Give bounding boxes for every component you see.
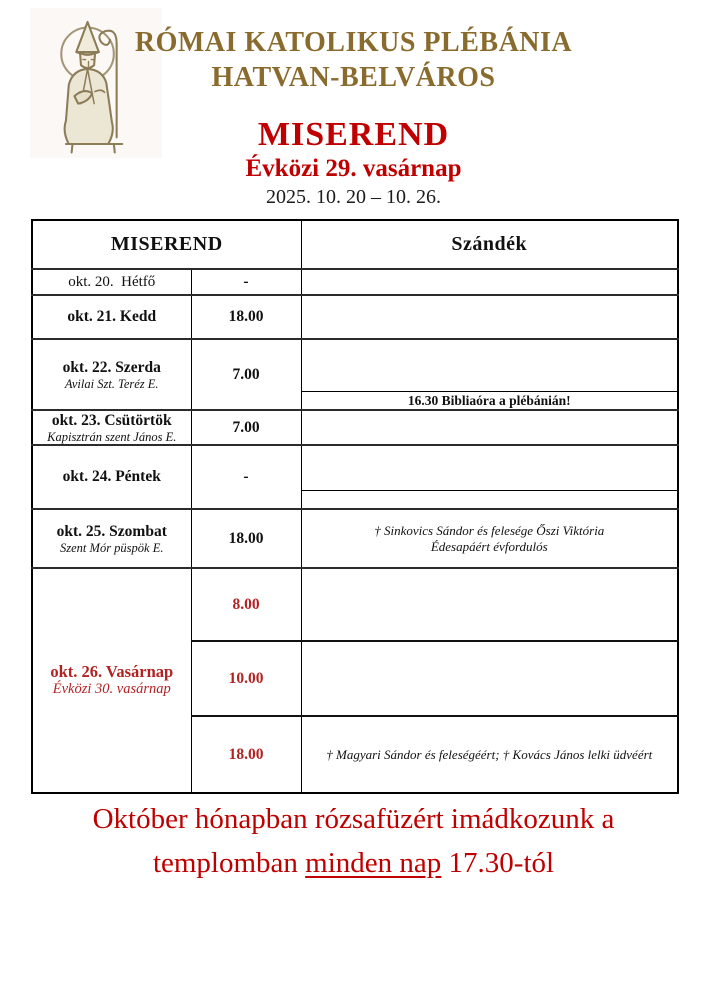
intention-line: Édesapáért évfordulós bbox=[430, 538, 548, 554]
page-subtitle: Évközi 29. vasárnap bbox=[245, 155, 462, 182]
day-cell-monday: okt. 20. Hétfő bbox=[32, 269, 191, 295]
row-tuesday bbox=[32, 295, 678, 339]
note-cell-bibliaora: 16.30 Bibliaóra a plébánián! bbox=[301, 391, 678, 410]
time-cell-saturday: 18.00 bbox=[191, 509, 301, 568]
row-thursday bbox=[32, 410, 678, 445]
time-cell-wednesday: 7.00 bbox=[191, 339, 301, 410]
intention-cell-friday-upper bbox=[301, 445, 678, 490]
date-range: 2025. 10. 20 – 10. 26. bbox=[266, 186, 441, 208]
header-cell-szandek: Szándék bbox=[301, 220, 678, 269]
org-name-line2: HATVAN-BELVÁROS bbox=[211, 62, 496, 93]
row-monday bbox=[32, 269, 678, 295]
day-cell-saturday: okt. 25. Szombat Szent Mór püspök E. bbox=[32, 509, 191, 568]
table-header-row bbox=[32, 220, 678, 269]
mass-schedule-table bbox=[31, 219, 679, 794]
row-friday bbox=[32, 445, 678, 490]
time-cell-sunday-8: 8.00 bbox=[191, 568, 301, 641]
intention-cell-saturday bbox=[301, 509, 678, 568]
time-cell-tuesday: 18.00 bbox=[191, 295, 301, 339]
intention-cell-wednesday bbox=[301, 339, 678, 391]
time-cell-sunday-18: 18.00 bbox=[191, 716, 301, 793]
page-title: MISEREND bbox=[257, 116, 450, 153]
announcement-line2-after: 17.30-tól bbox=[448, 847, 555, 879]
intention-cell-thursday bbox=[301, 410, 678, 445]
day-cell-friday: okt. 24. Péntek bbox=[32, 445, 191, 509]
row-wednesday bbox=[32, 339, 678, 391]
announcement-underlined: minden nap bbox=[305, 847, 442, 879]
day-cell-thursday: okt. 23. Csütörtök Kapisztrán szent János E. bbox=[32, 410, 191, 445]
intention-line: † Sinkovics Sándor és felesége Őszi Viktória bbox=[374, 523, 605, 538]
header-cell-miserend: MISEREND bbox=[32, 220, 301, 269]
time-cell-friday: - bbox=[191, 445, 301, 509]
time-cell-sunday-10: 10.00 bbox=[191, 641, 301, 716]
intention-cell-sunday-8 bbox=[301, 568, 678, 641]
announcement-line1: Október hónapban rózsafüzért imádkozunk a bbox=[92, 803, 615, 835]
row-saturday bbox=[32, 509, 678, 568]
day-cell-tuesday: okt. 21. Kedd bbox=[32, 295, 191, 339]
intention-cell-sunday-18: † Magyari Sándor és feleségéért; † Kovács János lelki üdvéért bbox=[301, 716, 678, 793]
time-cell-monday: - bbox=[191, 269, 301, 295]
row-sunday-8 bbox=[32, 568, 678, 641]
announcement-line2-before: templomban bbox=[152, 847, 298, 879]
intention-cell-friday-lower bbox=[301, 490, 678, 509]
time-cell-thursday: 7.00 bbox=[191, 410, 301, 445]
day-cell-sunday: okt. 26. Vasárnap Évközi 30. vasárnap bbox=[32, 568, 191, 793]
intention-cell-sunday-10 bbox=[301, 641, 678, 716]
day-cell-wednesday: okt. 22. Szerda Avilai Szt. Teréz E. bbox=[32, 339, 191, 410]
org-name-line1: RÓMAI KATOLIKUS PLÉBÁNIA bbox=[134, 27, 573, 58]
rosary-announcement bbox=[0, 797, 707, 885]
intention-cell-monday bbox=[301, 269, 678, 295]
announcement-line2 bbox=[0, 841, 707, 885]
intention-cell-tuesday bbox=[301, 295, 678, 339]
